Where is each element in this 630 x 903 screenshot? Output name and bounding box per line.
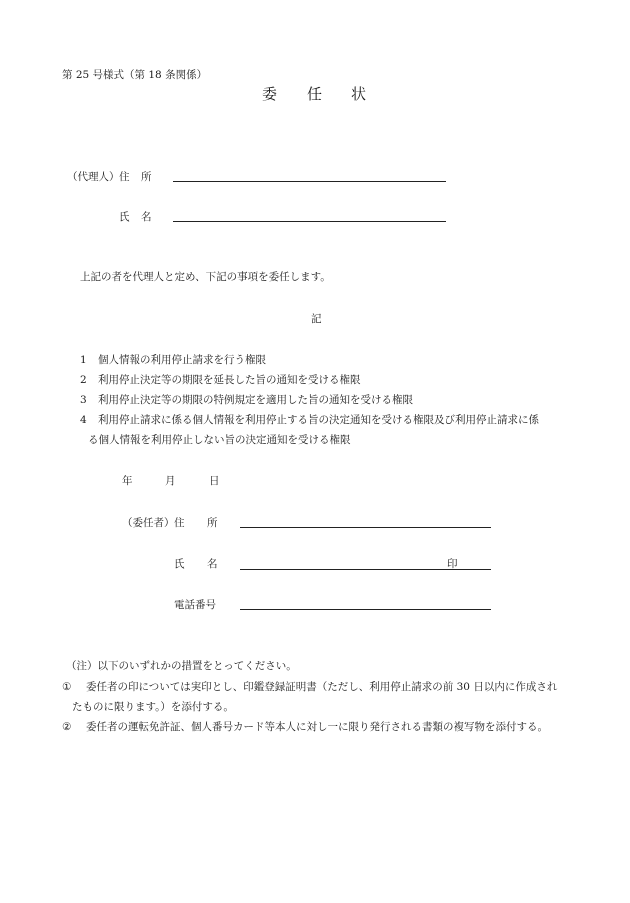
agent-address-label-1: 住 <box>119 171 130 183</box>
principal-phone-line[interactable] <box>240 609 491 610</box>
seal-mark: 印 <box>447 558 458 570</box>
form-number: 第 25 号様式（第 18 条関係） <box>62 69 208 81</box>
item-4-number: 4 <box>80 414 87 426</box>
date-year: 年 <box>122 475 133 487</box>
item-4-text-continued: る個人情報を利用停止しない旨の決定通知を受ける権限 <box>88 434 351 446</box>
item-4-text: 利用停止請求に係る個人情報を利用停止する旨の決定通知を受ける権限及び利用停止請求に係 <box>98 414 539 426</box>
note-2-text: 委任者の運転免許証、個人番号カード等本人に対し一に限り発行される書類の複写物を添付する。 <box>86 721 548 733</box>
agent-address-line[interactable] <box>173 181 446 182</box>
document-title-char-3: 状 <box>351 85 367 103</box>
note-1-number: ① <box>62 681 72 693</box>
note-1-text-continued: たものに限ります。）を添付する。 <box>72 701 234 713</box>
document-title-char-2: 任 <box>307 85 323 103</box>
item-3-text: 利用停止決定等の期限の特例規定を適用した旨の通知を受ける権限 <box>98 394 413 406</box>
agent-prefix: （代理人） <box>67 171 120 183</box>
principal-phone-label: 電話番号 <box>174 599 216 611</box>
item-3-number: 3 <box>80 394 87 406</box>
principal-address-line[interactable] <box>240 527 491 528</box>
item-1-text: 個人情報の利用停止請求を行う権限 <box>98 354 266 366</box>
document-title-char-1: 委 <box>262 85 278 103</box>
delegation-statement: 上記の者を代理人と定め、下記の事項を委任します。 <box>80 271 331 283</box>
date-day: 日 <box>209 475 220 487</box>
notes-heading: （注）以下のいずれかの措置をとってください。 <box>66 660 297 672</box>
date-month: 月 <box>165 475 176 487</box>
agent-name-line[interactable] <box>173 221 446 222</box>
principal-address-label-1: 住 <box>174 517 185 529</box>
agent-address-label-2: 所 <box>141 171 152 183</box>
item-1-number: 1 <box>80 354 87 366</box>
item-2-text: 利用停止決定等の期限を延長した旨の通知を受ける権限 <box>98 374 361 386</box>
agent-name-label-2: 名 <box>141 211 152 223</box>
item-2-number: 2 <box>80 374 87 386</box>
principal-name-label-1: 氏 <box>174 558 185 570</box>
principal-name-line[interactable] <box>240 569 491 570</box>
principal-prefix: （委任者） <box>122 517 175 529</box>
ki-heading: 記 <box>311 313 322 325</box>
principal-address-label-2: 所 <box>207 517 218 529</box>
agent-name-label-1: 氏 <box>119 211 130 223</box>
note-1-text: 委任者の印については実印とし、印鑑登録証明書（ただし、利用停止請求の前 30 日以内に作成され <box>86 681 558 693</box>
principal-name-label-2: 名 <box>207 558 218 570</box>
note-2-number: ② <box>62 721 72 733</box>
